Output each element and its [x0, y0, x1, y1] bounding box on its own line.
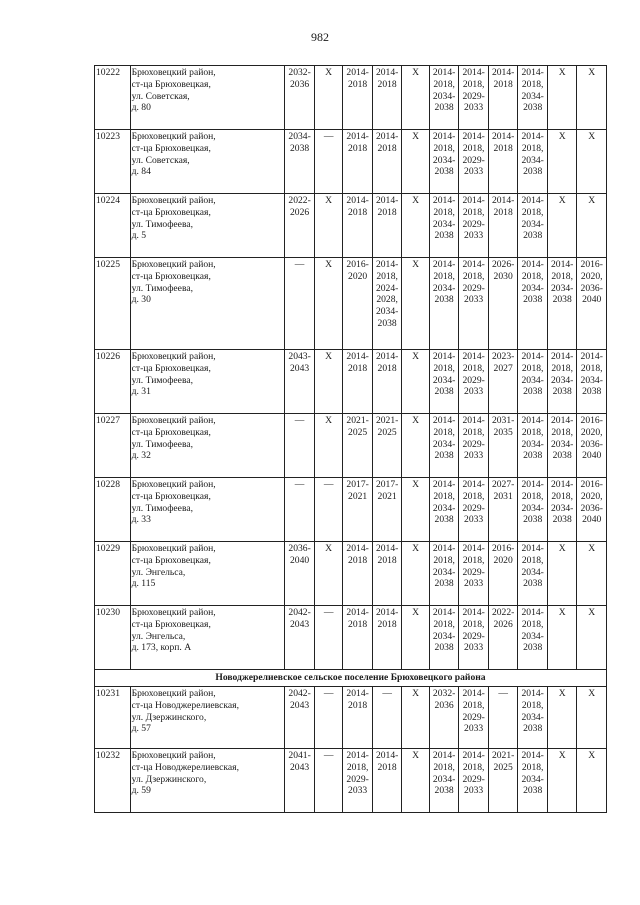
- period-cell: 2014- 2018: [488, 66, 518, 130]
- period-cell: 2014- 2018, 2034- 2038: [518, 606, 548, 670]
- period-cell: 2014- 2018, 2034- 2038: [577, 350, 607, 414]
- period-cell: Х: [547, 194, 577, 258]
- period-cell: Х: [314, 258, 343, 350]
- period-cell: 2014- 2018: [343, 687, 373, 749]
- period-cell: 2014- 2018: [372, 542, 402, 606]
- period-cell: 2014- 2018, 2034- 2038: [518, 66, 548, 130]
- period-cell: Х: [577, 687, 607, 749]
- row-number: 10224: [95, 194, 131, 258]
- period-cell: Х: [547, 687, 577, 749]
- period-cell: 2032- 2036: [429, 687, 459, 749]
- period-cell: —: [314, 606, 343, 670]
- period-cell: 2014- 2018, 2034- 2038: [429, 194, 459, 258]
- period-cell: 2014- 2018: [343, 542, 373, 606]
- period-cell: 2014- 2018, 2034- 2038: [518, 687, 548, 749]
- address-cell: Брюховецкий район, ст-ца Брюховецкая, ул. Советская, д. 84: [130, 130, 285, 194]
- period-cell: 2014- 2018, 2029- 2033: [459, 66, 489, 130]
- period-cell: 2014- 2018, 2034- 2038: [429, 414, 459, 478]
- period-cell: —: [314, 478, 343, 542]
- period-cell: —: [285, 414, 315, 478]
- row-number: 10229: [95, 542, 131, 606]
- address-cell: Брюховецкий район, ст-ца Брюховецкая, ул. Энгельса, д. 173, корп. А: [130, 606, 285, 670]
- period-cell: Х: [314, 414, 343, 478]
- period-cell: 2014- 2018, 2034- 2038: [518, 542, 548, 606]
- period-cell: 2021- 2025: [488, 749, 518, 813]
- period-cell: 2014- 2018: [343, 130, 373, 194]
- period-cell: 2014- 2018, 2029- 2033: [343, 749, 373, 813]
- period-cell: 2014- 2018: [372, 194, 402, 258]
- period-cell: Х: [314, 66, 343, 130]
- address-cell: Брюховецкий район, ст-ца Новоджерелиевская, ул. Дзержинского, д. 59: [130, 749, 285, 813]
- period-cell: 2014- 2018, 2034- 2038: [547, 350, 577, 414]
- period-cell: 2014- 2018, 2034- 2038: [429, 130, 459, 194]
- table-row: [95, 478, 607, 542]
- period-cell: 2014- 2018, 2034- 2038: [518, 350, 548, 414]
- period-cell: 2032- 2036: [285, 66, 315, 130]
- period-cell: 2042- 2043: [285, 687, 315, 749]
- row-number: 10225: [95, 258, 131, 350]
- registry-table: [94, 65, 607, 813]
- period-cell: 2041- 2043: [285, 749, 315, 813]
- address-cell: Брюховецкий район, ст-ца Новоджерелиевская, ул. Дзержинского, д. 57: [130, 687, 285, 749]
- table-row: [95, 687, 607, 749]
- row-number: 10231: [95, 687, 131, 749]
- period-cell: —: [314, 687, 343, 749]
- row-number: 10230: [95, 606, 131, 670]
- period-cell: 2014- 2018, 2034- 2038: [518, 194, 548, 258]
- row-number: 10222: [95, 66, 131, 130]
- period-cell: Х: [314, 194, 343, 258]
- table-row: [95, 258, 607, 350]
- period-cell: Х: [577, 194, 607, 258]
- period-cell: 2014- 2018: [343, 350, 373, 414]
- period-cell: 2031- 2035: [488, 414, 518, 478]
- period-cell: 2043- 2043: [285, 350, 315, 414]
- period-cell: 2014- 2018: [488, 130, 518, 194]
- table-row: [95, 606, 607, 670]
- period-cell: 2014- 2018, 2034- 2038: [547, 478, 577, 542]
- period-cell: Х: [547, 542, 577, 606]
- period-cell: 2014- 2018, 2034- 2038: [547, 414, 577, 478]
- period-cell: 2016- 2020: [343, 258, 373, 350]
- period-cell: 2014- 2018, 2034- 2038: [429, 478, 459, 542]
- row-number: 10232: [95, 749, 131, 813]
- period-cell: 2014- 2018, 2034- 2038: [518, 258, 548, 350]
- period-cell: 2027- 2031: [488, 478, 518, 542]
- period-cell: —: [285, 478, 315, 542]
- period-cell: Х: [314, 350, 343, 414]
- table-row: [95, 414, 607, 478]
- period-cell: 2034- 2038: [285, 130, 315, 194]
- period-cell: 2014- 2018: [372, 130, 402, 194]
- period-cell: 2014- 2018, 2034- 2038: [547, 258, 577, 350]
- period-cell: 2014- 2018, 2034- 2038: [429, 542, 459, 606]
- period-cell: 2014- 2018, 2034- 2038: [429, 606, 459, 670]
- period-cell: Х: [402, 687, 429, 749]
- row-number: 10226: [95, 350, 131, 414]
- period-cell: 2014- 2018: [372, 749, 402, 813]
- period-cell: 2016- 2020, 2036- 2040: [577, 258, 607, 350]
- period-cell: 2016- 2020: [488, 542, 518, 606]
- period-cell: Х: [402, 258, 429, 350]
- period-cell: 2014- 2018, 2029- 2033: [459, 687, 489, 749]
- period-cell: 2022- 2026: [488, 606, 518, 670]
- period-cell: Х: [577, 130, 607, 194]
- table-row: [95, 130, 607, 194]
- period-cell: 2014- 2018, 2029- 2033: [459, 130, 489, 194]
- period-cell: —: [372, 687, 402, 749]
- period-cell: 2014- 2018: [343, 606, 373, 670]
- period-cell: 2014- 2018, 2029- 2033: [459, 194, 489, 258]
- period-cell: 2042- 2043: [285, 606, 315, 670]
- period-cell: Х: [402, 194, 429, 258]
- period-cell: 2016- 2020, 2036- 2040: [577, 478, 607, 542]
- period-cell: 2021- 2025: [343, 414, 373, 478]
- row-number: 10223: [95, 130, 131, 194]
- period-cell: 2014- 2018: [488, 194, 518, 258]
- address-cell: Брюховецкий район, ст-ца Брюховецкая, ул. Тимофеева, д. 30: [130, 258, 285, 350]
- period-cell: 2014- 2018, 2029- 2033: [459, 258, 489, 350]
- table-row: [95, 194, 607, 258]
- period-cell: Х: [547, 130, 577, 194]
- address-cell: Брюховецкий район, ст-ца Брюховецкая, ул. Тимофеева, д. 31: [130, 350, 285, 414]
- period-cell: 2014- 2018, 2029- 2033: [459, 749, 489, 813]
- period-cell: Х: [577, 749, 607, 813]
- period-cell: Х: [402, 350, 429, 414]
- period-cell: Х: [314, 542, 343, 606]
- period-cell: Х: [402, 606, 429, 670]
- period-cell: 2014- 2018, 2024- 2028, 2034- 2038: [372, 258, 402, 350]
- period-cell: 2014- 2018, 2034- 2038: [518, 478, 548, 542]
- period-cell: Х: [547, 66, 577, 130]
- period-cell: 2014- 2018, 2034- 2038: [429, 258, 459, 350]
- row-number: 10228: [95, 478, 131, 542]
- address-cell: Брюховецкий район, ст-ца Брюховецкая, ул. Тимофеева, д. 5: [130, 194, 285, 258]
- period-cell: 2014- 2018: [343, 66, 373, 130]
- period-cell: 2014- 2018, 2034- 2038: [518, 414, 548, 478]
- row-number: 10227: [95, 414, 131, 478]
- period-cell: 2014- 2018: [372, 350, 402, 414]
- period-cell: 2014- 2018: [372, 606, 402, 670]
- table-row: [95, 542, 607, 606]
- section-title: Новоджерелиевское сельское поселение Брюховецкого района: [95, 670, 607, 687]
- period-cell: 2014- 2018, 2034- 2038: [429, 749, 459, 813]
- period-cell: 2014- 2018, 2029- 2033: [459, 478, 489, 542]
- period-cell: Х: [547, 749, 577, 813]
- table-row: [95, 749, 607, 813]
- period-cell: 2014- 2018, 2034- 2038: [429, 350, 459, 414]
- section-header-row: [95, 670, 607, 687]
- period-cell: —: [285, 258, 315, 350]
- table-row: [95, 66, 607, 130]
- period-cell: 2017- 2021: [343, 478, 373, 542]
- period-cell: 2014- 2018, 2029- 2033: [459, 542, 489, 606]
- address-cell: Брюховецкий район, ст-ца Брюховецкая, ул. Тимофеева, д. 33: [130, 478, 285, 542]
- address-cell: Брюховецкий район, ст-ца Брюховецкая, ул. Тимофеева, д. 32: [130, 414, 285, 478]
- period-cell: Х: [402, 414, 429, 478]
- period-cell: Х: [577, 542, 607, 606]
- period-cell: Х: [577, 606, 607, 670]
- period-cell: Х: [402, 130, 429, 194]
- period-cell: 2014- 2018, 2034- 2038: [429, 66, 459, 130]
- period-cell: 2014- 2018, 2029- 2033: [459, 606, 489, 670]
- period-cell: 2014- 2018, 2034- 2038: [518, 130, 548, 194]
- period-cell: 2017- 2021: [372, 478, 402, 542]
- period-cell: 2014- 2018: [343, 194, 373, 258]
- period-cell: —: [488, 687, 518, 749]
- period-cell: 2016- 2020, 2036- 2040: [577, 414, 607, 478]
- address-cell: Брюховецкий район, ст-ца Брюховецкая, ул. Советская, д. 80: [130, 66, 285, 130]
- period-cell: 2026- 2030: [488, 258, 518, 350]
- period-cell: 2014- 2018: [372, 66, 402, 130]
- period-cell: Х: [547, 606, 577, 670]
- period-cell: 2036- 2040: [285, 542, 315, 606]
- period-cell: 2014- 2018, 2029- 2033: [459, 414, 489, 478]
- period-cell: —: [314, 130, 343, 194]
- period-cell: Х: [402, 749, 429, 813]
- period-cell: Х: [402, 478, 429, 542]
- page-number: 982: [311, 30, 329, 44]
- period-cell: 2022- 2026: [285, 194, 315, 258]
- period-cell: 2023- 2027: [488, 350, 518, 414]
- address-cell: Брюховецкий район, ст-ца Брюховецкая, ул. Энгельса, д. 115: [130, 542, 285, 606]
- period-cell: —: [314, 749, 343, 813]
- period-cell: Х: [402, 66, 429, 130]
- period-cell: 2021- 2025: [372, 414, 402, 478]
- period-cell: 2014- 2018, 2029- 2033: [459, 350, 489, 414]
- period-cell: Х: [577, 66, 607, 130]
- table-row: [95, 350, 607, 414]
- period-cell: Х: [402, 542, 429, 606]
- period-cell: 2014- 2018, 2034- 2038: [518, 749, 548, 813]
